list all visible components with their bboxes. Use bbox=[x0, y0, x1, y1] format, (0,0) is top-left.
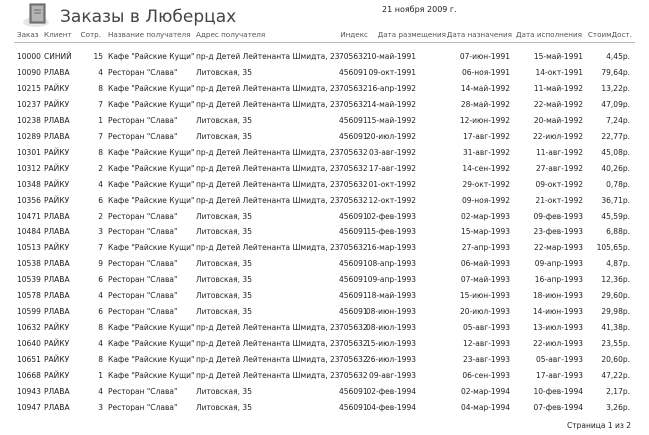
column-header-recipient-address: Адрес получателя bbox=[196, 30, 266, 39]
cell-order-id: 10640 bbox=[17, 339, 41, 349]
cell-client: РЛАВА bbox=[44, 227, 70, 237]
cell-order-date: 16-мар-1993 bbox=[366, 243, 416, 253]
column-header-recipient-name: Название получателя bbox=[108, 30, 191, 39]
cell-client: РЛАВА bbox=[44, 115, 70, 125]
cell-freight: 13,22р. bbox=[601, 83, 630, 93]
cell-order-date: 08-апр-1993 bbox=[367, 259, 416, 269]
cell-employee: 3 bbox=[98, 227, 103, 237]
cell-order-id: 10651 bbox=[17, 355, 41, 365]
cell-freight: 7,24р. bbox=[606, 115, 630, 125]
cell-client: РАЙКУ bbox=[44, 147, 70, 157]
cell-required-date: 06-ноя-1991 bbox=[461, 67, 510, 77]
cell-order-date: 09-апр-1993 bbox=[367, 275, 416, 285]
cell-recipient-address: пр-д Детей Лейтенанта Шмидта, 23 bbox=[196, 243, 340, 253]
cell-shipped-date: 14-окт-1991 bbox=[535, 67, 583, 77]
cell-postal-code: 705632 bbox=[339, 355, 368, 365]
cell-recipient-name: Кафе "Райские Кущи" bbox=[108, 163, 195, 173]
cell-required-date: 09-ноя-1992 bbox=[461, 195, 510, 205]
cell-required-date: 12-авг-1993 bbox=[463, 339, 510, 349]
table-row bbox=[0, 212, 649, 227]
cell-recipient-address: пр-д Детей Лейтенанта Шмидта, 23 bbox=[196, 371, 340, 380]
cell-employee: 7 bbox=[98, 243, 103, 253]
cell-order-id: 10356 bbox=[17, 195, 41, 205]
cell-freight: 12,36р. bbox=[601, 275, 630, 285]
cell-required-date: 14-сен-1992 bbox=[462, 163, 510, 173]
cell-postal-code: 456091 bbox=[339, 131, 368, 141]
cell-freight: 36,71р. bbox=[601, 195, 630, 205]
cell-recipient-address: Литовская, 35 bbox=[196, 259, 252, 269]
cell-employee: 8 bbox=[98, 147, 103, 157]
cell-order-id: 10000 bbox=[17, 52, 41, 61]
cell-postal-code: 705632 bbox=[339, 323, 368, 333]
cell-employee: 6 bbox=[98, 275, 103, 285]
page-number: Страница 1 из 2 bbox=[567, 421, 631, 430]
cell-order-id: 10238 bbox=[17, 115, 41, 125]
cell-client: СИНИЙ bbox=[44, 52, 72, 61]
cell-required-date: 02-мар-1993 bbox=[460, 211, 510, 221]
cell-employee: 6 bbox=[98, 307, 103, 317]
cell-employee: 7 bbox=[98, 99, 103, 109]
table-row bbox=[0, 132, 649, 147]
cell-shipped-date: 23-фев-1993 bbox=[533, 227, 583, 237]
cell-shipped-date: 11-авг-1992 bbox=[536, 147, 583, 157]
table-row bbox=[0, 323, 649, 338]
cell-employee: 4 bbox=[98, 386, 103, 396]
cell-required-date: 15-мар-1993 bbox=[460, 227, 510, 237]
cell-order-id: 10484 bbox=[17, 227, 41, 237]
cell-required-date: 23-авг-1993 bbox=[463, 355, 510, 365]
cell-shipped-date: 05-авг-1993 bbox=[536, 355, 583, 365]
table-row bbox=[0, 371, 649, 386]
cell-client: РЛАВА bbox=[44, 307, 70, 317]
cell-freight: 79,64р. bbox=[601, 67, 630, 77]
cell-order-date: 01-окт-1992 bbox=[368, 179, 416, 189]
cell-postal-code: 456091 bbox=[339, 115, 368, 125]
cell-order-date: 09-авг-1993 bbox=[369, 371, 416, 380]
cell-recipient-name: Ресторан "Слава" bbox=[108, 307, 178, 317]
column-header-postal-code: Индекс bbox=[340, 30, 368, 39]
cell-shipped-date: 27-авг-1992 bbox=[536, 163, 583, 173]
cell-required-date: 20-июл-1993 bbox=[459, 307, 510, 317]
cell-recipient-name: Кафе "Райские Кущи" bbox=[108, 52, 195, 61]
cell-order-date: 03-авг-1992 bbox=[369, 147, 416, 157]
cell-shipped-date: 14-июн-1993 bbox=[532, 307, 583, 317]
cell-order-id: 10312 bbox=[17, 163, 41, 173]
cell-order-date: 20-июл-1992 bbox=[365, 131, 416, 141]
cell-client: РЛАВА bbox=[44, 402, 70, 412]
table-row bbox=[0, 291, 649, 306]
table-row bbox=[0, 52, 649, 67]
table-row bbox=[0, 227, 649, 242]
cell-postal-code: 705632 bbox=[339, 371, 368, 380]
cell-freight: 41,38р. bbox=[601, 323, 630, 333]
cell-employee: 4 bbox=[98, 67, 103, 77]
cell-shipped-date: 22-мар-1993 bbox=[533, 243, 583, 253]
cell-order-id: 10947 bbox=[17, 402, 41, 412]
cell-order-id: 10578 bbox=[17, 291, 41, 301]
cell-postal-code: 456091 bbox=[339, 259, 368, 269]
cell-employee: 1 bbox=[98, 371, 103, 380]
cell-shipped-date: 11-май-1992 bbox=[533, 83, 583, 93]
cell-order-id: 10301 bbox=[17, 147, 41, 157]
cell-postal-code: 456091 bbox=[339, 307, 368, 317]
cell-freight: 4,45р. bbox=[606, 52, 630, 61]
column-header-required-date: Дата назначения bbox=[446, 30, 512, 39]
cell-shipped-date: 22-июл-1993 bbox=[532, 339, 583, 349]
cell-recipient-name: Ресторан "Слава" bbox=[108, 131, 178, 141]
cell-postal-code: 456091 bbox=[339, 211, 368, 221]
cell-postal-code: 456091 bbox=[339, 291, 368, 301]
cell-postal-code: 456091 bbox=[339, 386, 368, 396]
cell-freight: 40,26р. bbox=[601, 163, 630, 173]
cell-order-id: 10237 bbox=[17, 99, 41, 109]
cell-client: РЛАВА bbox=[44, 211, 70, 221]
cell-order-date: 14-май-1992 bbox=[366, 99, 416, 109]
cell-client: РЛАВА bbox=[44, 275, 70, 285]
cell-recipient-address: пр-д Детей Лейтенанта Шмидта, 23 bbox=[196, 52, 340, 61]
cell-order-id: 10538 bbox=[17, 259, 41, 269]
cell-recipient-name: Ресторан "Слава" bbox=[108, 402, 178, 412]
header-divider bbox=[14, 42, 635, 43]
cell-order-id: 10215 bbox=[17, 83, 41, 93]
table-row bbox=[0, 243, 649, 258]
cell-order-id: 10599 bbox=[17, 307, 41, 317]
cell-postal-code: 705632 bbox=[339, 195, 368, 205]
table-row bbox=[0, 196, 649, 211]
cell-postal-code: 705632 bbox=[339, 243, 368, 253]
cell-order-date: 17-авг-1992 bbox=[369, 163, 416, 173]
cell-freight: 20,60р. bbox=[601, 355, 630, 365]
cell-recipient-name: Кафе "Райские Кущи" bbox=[108, 195, 195, 205]
cell-employee: 2 bbox=[98, 211, 103, 221]
cell-recipient-address: пр-д Детей Лейтенанта Шмидта, 23 bbox=[196, 163, 340, 173]
cell-shipped-date: 20-май-1992 bbox=[533, 115, 583, 125]
table-row bbox=[0, 339, 649, 354]
cell-recipient-name: Кафе "Райские Кущи" bbox=[108, 355, 195, 365]
cell-shipped-date: 09-окт-1992 bbox=[535, 179, 583, 189]
cell-required-date: 02-мар-1994 bbox=[460, 386, 510, 396]
table-row bbox=[0, 259, 649, 274]
cell-recipient-address: Литовская, 35 bbox=[196, 67, 252, 77]
cell-employee: 7 bbox=[98, 131, 103, 141]
cell-employee: 1 bbox=[98, 115, 103, 125]
cell-employee: 8 bbox=[98, 323, 103, 333]
cell-recipient-name: Ресторан "Слава" bbox=[108, 115, 178, 125]
cell-employee: 15 bbox=[93, 52, 103, 61]
cell-required-date: 05-авг-1993 bbox=[463, 323, 510, 333]
cell-required-date: 06-сен-1993 bbox=[462, 371, 510, 380]
cell-shipped-date: 09-апр-1993 bbox=[534, 259, 583, 269]
column-header-shipped-date: Дата исполнения bbox=[515, 30, 582, 39]
cell-recipient-address: Литовская, 35 bbox=[196, 275, 252, 285]
column-header-order-id: Заказ bbox=[17, 30, 39, 39]
cell-recipient-name: Ресторан "Слава" bbox=[108, 211, 178, 221]
cell-freight: 6,88р. bbox=[606, 227, 630, 237]
table-row bbox=[0, 355, 649, 370]
cell-freight: 45,59р. bbox=[601, 211, 630, 221]
cell-required-date: 07-июн-1991 bbox=[459, 52, 510, 61]
cell-recipient-name: Ресторан "Слава" bbox=[108, 291, 178, 301]
cell-order-date: 12-окт-1992 bbox=[368, 195, 416, 205]
cell-recipient-name: Ресторан "Слава" bbox=[108, 227, 178, 237]
cell-recipient-address: Литовская, 35 bbox=[196, 291, 252, 301]
cell-employee: 4 bbox=[98, 291, 103, 301]
cell-client: РАЙКУ bbox=[44, 339, 70, 349]
cell-freight: 45,08р. bbox=[601, 147, 630, 157]
cell-order-date: 15-июл-1993 bbox=[365, 339, 416, 349]
cell-client: РАЙКУ bbox=[44, 179, 70, 189]
cell-shipped-date: 10-фев-1994 bbox=[533, 386, 583, 396]
cell-required-date: 31-авг-1992 bbox=[463, 147, 510, 157]
cell-client: РАЙКУ bbox=[44, 323, 70, 333]
cell-order-id: 10289 bbox=[17, 131, 41, 141]
cell-shipped-date: 22-июл-1992 bbox=[532, 131, 583, 141]
cell-order-date: 18-май-1993 bbox=[366, 291, 416, 301]
cell-order-date: 02-фев-1994 bbox=[366, 386, 416, 396]
cell-employee: 3 bbox=[98, 402, 103, 412]
cell-employee: 6 bbox=[98, 195, 103, 205]
cell-client: РАЙКУ bbox=[44, 83, 70, 93]
cell-order-date: 15-май-1992 bbox=[366, 115, 416, 125]
column-header-client: Клиент bbox=[44, 30, 72, 39]
cell-order-date: 15-фев-1993 bbox=[366, 227, 416, 237]
cell-required-date: 17-авг-1992 bbox=[463, 131, 510, 141]
cell-shipped-date: 17-авг-1993 bbox=[536, 371, 583, 380]
cell-recipient-address: пр-д Детей Лейтенанта Шмидта, 23 bbox=[196, 147, 340, 157]
report-title: Заказы в Люберцах bbox=[60, 7, 237, 27]
report-date: 21 ноября 2009 г. bbox=[382, 5, 457, 14]
table-row bbox=[0, 68, 649, 83]
cell-shipped-date: 15-май-1991 bbox=[533, 52, 583, 61]
cell-client: РАЙКУ bbox=[44, 243, 70, 253]
cell-recipient-address: пр-д Детей Лейтенанта Шмидта, 23 bbox=[196, 179, 340, 189]
cell-recipient-address: пр-д Детей Лейтенанта Шмидта, 23 bbox=[196, 323, 340, 333]
cell-required-date: 15-июн-1993 bbox=[459, 291, 510, 301]
cell-shipped-date: 18-июн-1993 bbox=[532, 291, 583, 301]
cell-required-date: 04-мар-1994 bbox=[460, 402, 510, 412]
cell-postal-code: 456091 bbox=[339, 227, 368, 237]
cell-order-id: 10513 bbox=[17, 243, 41, 253]
cell-employee: 4 bbox=[98, 339, 103, 349]
table-row bbox=[0, 275, 649, 290]
cell-postal-code: 456091 bbox=[339, 402, 368, 412]
cell-recipient-address: пр-д Детей Лейтенанта Шмидта, 23 bbox=[196, 83, 340, 93]
cell-recipient-address: Литовская, 35 bbox=[196, 386, 252, 396]
cell-order-date: 26-июл-1993 bbox=[365, 355, 416, 365]
cell-postal-code: 705632 bbox=[339, 99, 368, 109]
cell-recipient-name: Кафе "Райские Кущи" bbox=[108, 99, 195, 109]
cell-required-date: 27-апр-1993 bbox=[461, 243, 510, 253]
cell-postal-code: 705632 bbox=[339, 339, 368, 349]
table-row bbox=[0, 148, 649, 163]
cell-order-date: 09-окт-1991 bbox=[368, 67, 416, 77]
cell-recipient-name: Кафе "Райские Кущи" bbox=[108, 339, 195, 349]
cell-postal-code: 456091 bbox=[339, 67, 368, 77]
cell-recipient-address: Литовская, 35 bbox=[196, 115, 252, 125]
cell-employee: 8 bbox=[98, 83, 103, 93]
cell-required-date: 07-май-1993 bbox=[460, 275, 510, 285]
cell-shipped-date: 16-апр-1993 bbox=[534, 275, 583, 285]
cell-recipient-address: пр-д Детей Лейтенанта Шмидта, 23 bbox=[196, 355, 340, 365]
cell-recipient-address: пр-д Детей Лейтенанта Шмидта, 23 bbox=[196, 99, 340, 109]
cell-order-date: 10-май-1991 bbox=[366, 52, 416, 61]
cell-client: РАЙКУ bbox=[44, 355, 70, 365]
cell-shipped-date: 13-июл-1993 bbox=[532, 323, 583, 333]
cell-client: РЛАВА bbox=[44, 67, 70, 77]
cell-shipped-date: 22-май-1992 bbox=[533, 99, 583, 109]
cell-recipient-address: Литовская, 35 bbox=[196, 402, 252, 412]
cell-order-id: 10539 bbox=[17, 275, 41, 285]
cell-freight: 22,77р. bbox=[601, 131, 630, 141]
cell-recipient-name: Кафе "Райские Кущи" bbox=[108, 371, 195, 380]
cell-postal-code: 705632 bbox=[339, 83, 368, 93]
cell-freight: 23,55р. bbox=[601, 339, 630, 349]
cell-client: РАЙКУ bbox=[44, 99, 70, 109]
cell-recipient-name: Кафе "Райские Кущи" bbox=[108, 243, 195, 253]
cell-order-id: 10943 bbox=[17, 386, 41, 396]
cell-required-date: 29-окт-1992 bbox=[462, 179, 510, 189]
cell-order-date: 16-апр-1992 bbox=[367, 83, 416, 93]
cell-required-date: 06-май-1993 bbox=[460, 259, 510, 269]
cell-postal-code: 705632 bbox=[339, 52, 368, 61]
cell-employee: 8 bbox=[98, 355, 103, 365]
cell-client: РАЙКУ bbox=[44, 195, 70, 205]
cell-postal-code: 705632 bbox=[339, 163, 368, 173]
cell-order-id: 10090 bbox=[17, 67, 41, 77]
cell-order-date: 08-июн-1993 bbox=[365, 307, 416, 317]
cell-recipient-address: Литовская, 35 bbox=[196, 227, 252, 237]
cell-postal-code: 705632 bbox=[339, 147, 368, 157]
report-book-icon bbox=[22, 2, 52, 28]
cell-shipped-date: 09-фев-1993 bbox=[533, 211, 583, 221]
cell-recipient-address: пр-д Детей Лейтенанта Шмидта, 23 bbox=[196, 339, 340, 349]
cell-recipient-name: Кафе "Райские Кущи" bbox=[108, 83, 195, 93]
cell-employee: 9 bbox=[98, 259, 103, 269]
cell-recipient-name: Ресторан "Слава" bbox=[108, 275, 178, 285]
cell-order-id: 10668 bbox=[17, 371, 41, 380]
cell-client: РЛАВА bbox=[44, 259, 70, 269]
cell-client: РЛАВА bbox=[44, 386, 70, 396]
cell-postal-code: 456091 bbox=[339, 275, 368, 285]
cell-recipient-address: Литовская, 35 bbox=[196, 307, 252, 317]
table-row bbox=[0, 116, 649, 131]
cell-recipient-name: Ресторан "Слава" bbox=[108, 67, 178, 77]
table-row bbox=[0, 387, 649, 402]
cell-recipient-name: Ресторан "Слава" bbox=[108, 259, 178, 269]
column-header-order-date: Дата размещения bbox=[377, 30, 446, 39]
cell-freight: 2,17р. bbox=[606, 386, 630, 396]
cell-shipped-date: 21-окт-1992 bbox=[535, 195, 583, 205]
cell-required-date: 12-июн-1992 bbox=[459, 115, 510, 125]
cell-order-date: 02-фев-1993 bbox=[366, 211, 416, 221]
cell-required-date: 28-май-1992 bbox=[460, 99, 510, 109]
cell-recipient-address: пр-д Детей Лейтенанта Шмидта, 23 bbox=[196, 195, 340, 205]
column-header-employee: Сотр. bbox=[80, 30, 101, 39]
cell-freight: 47,22р. bbox=[601, 371, 630, 380]
cell-order-date: 04-фев-1994 bbox=[366, 402, 416, 412]
cell-order-date: 08-июл-1993 bbox=[365, 323, 416, 333]
cell-recipient-name: Кафе "Райские Кущи" bbox=[108, 179, 195, 189]
cell-freight: 47,09р. bbox=[601, 99, 630, 109]
cell-client: РЛАВА bbox=[44, 131, 70, 141]
table-row bbox=[0, 180, 649, 195]
cell-employee: 2 bbox=[98, 163, 103, 173]
cell-shipped-date: 07-фев-1994 bbox=[533, 402, 583, 412]
cell-order-id: 10471 bbox=[17, 211, 41, 221]
cell-freight: 0,78р. bbox=[606, 179, 630, 189]
cell-order-id: 10348 bbox=[17, 179, 41, 189]
cell-client: РЛАВА bbox=[44, 291, 70, 301]
table-row bbox=[0, 403, 649, 418]
cell-client: РАЙКУ bbox=[44, 371, 70, 380]
cell-recipient-address: Литовская, 35 bbox=[196, 131, 252, 141]
cell-freight: 3,26р. bbox=[606, 402, 630, 412]
cell-client: РАЙКУ bbox=[44, 163, 70, 173]
cell-freight: 105,65р. bbox=[596, 243, 630, 253]
cell-employee: 4 bbox=[98, 179, 103, 189]
table-row bbox=[0, 164, 649, 179]
cell-recipient-name: Кафе "Райские Кущи" bbox=[108, 323, 195, 333]
column-header-freight: СтоимДост. bbox=[587, 30, 632, 39]
cell-recipient-address: Литовская, 35 bbox=[196, 211, 252, 221]
cell-postal-code: 705632 bbox=[339, 179, 368, 189]
cell-recipient-name: Кафе "Райские Кущи" bbox=[108, 147, 195, 157]
table-row bbox=[0, 84, 649, 99]
table-row bbox=[0, 100, 649, 115]
cell-recipient-name: Ресторан "Слава" bbox=[108, 386, 178, 396]
cell-order-id: 10632 bbox=[17, 323, 41, 333]
cell-freight: 29,60р. bbox=[601, 291, 630, 301]
cell-freight: 29,98р. bbox=[601, 307, 630, 317]
table-row bbox=[0, 307, 649, 322]
cell-freight: 4,87р. bbox=[606, 259, 630, 269]
cell-required-date: 14-май-1992 bbox=[460, 83, 510, 93]
